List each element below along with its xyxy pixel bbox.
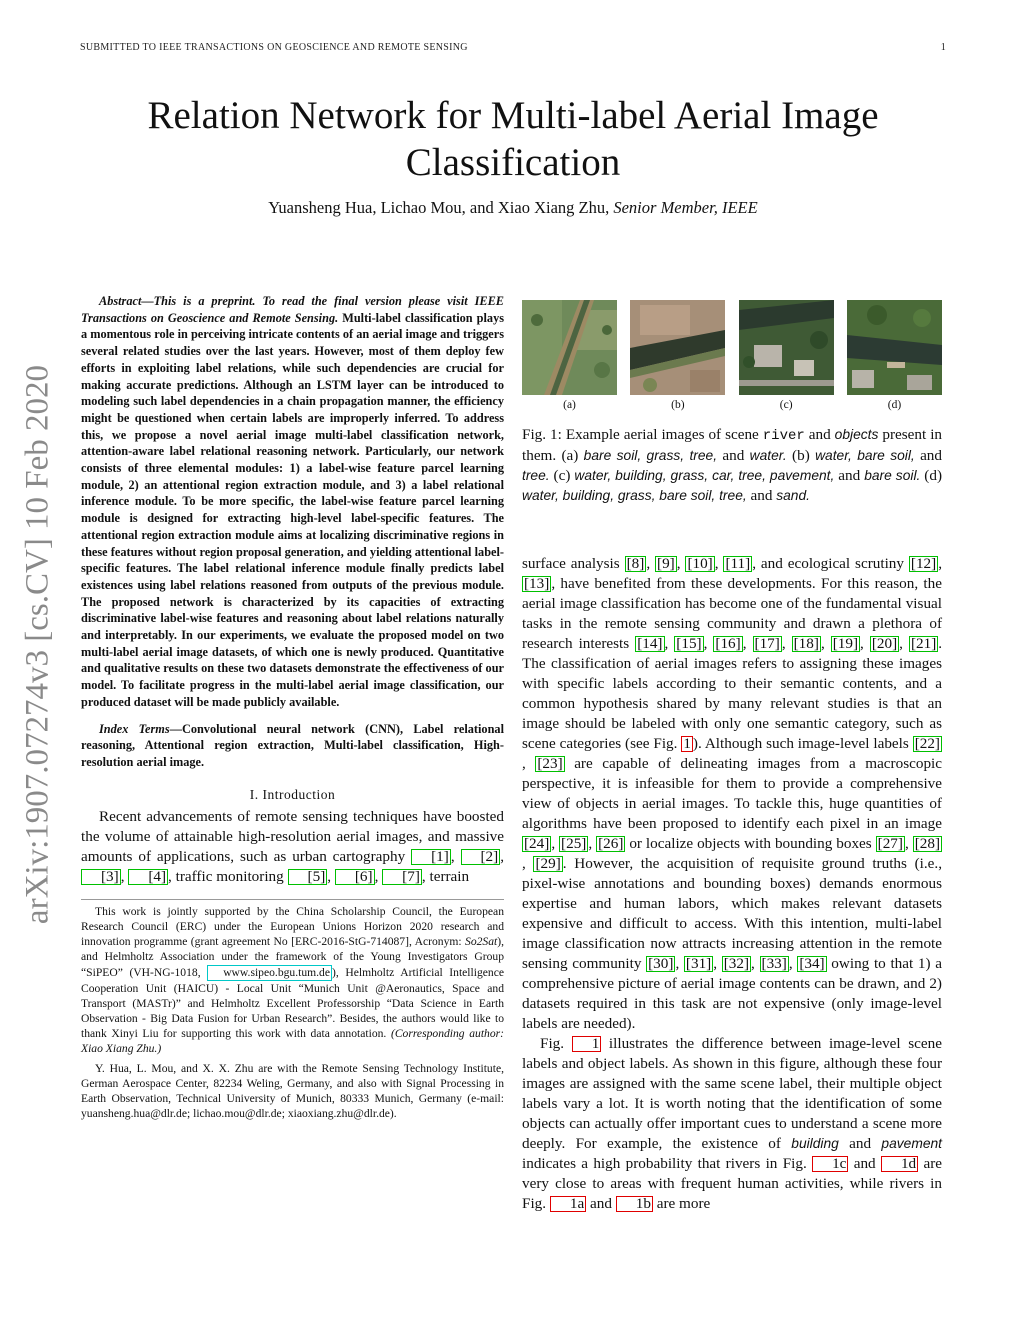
citation-link[interactable]: [24] [524, 835, 550, 852]
aerial-image-d [847, 300, 942, 395]
aerial-image-b [630, 300, 725, 395]
citation-link[interactable]: [2] [461, 849, 501, 865]
abstract-lead: Abstract—This is a preprint. To read the final version please visit IEEE Transactions on Geoscience and Remote Sensing. [81, 294, 504, 325]
caption-text: and [746, 487, 777, 504]
figure-panel-label: (a) [563, 399, 576, 411]
figure-link[interactable]: 1b [616, 1196, 653, 1212]
intro-text: , traffic monitoring [168, 867, 284, 885]
author-role: Senior Member, IEEE [613, 198, 758, 217]
body-text: and [838, 1135, 882, 1152]
aerial-image-c [739, 300, 834, 395]
citation-link[interactable]: [5] [288, 869, 328, 885]
body-paragraph-2 [522, 1034, 942, 1214]
journal-name: SUBMITTED TO IEEE TRANSACTIONS ON GEOSCIENCE AND REMOTE SENSING [80, 42, 468, 53]
body-text: , and ecological scrutiny [752, 555, 909, 572]
abstract [81, 293, 504, 711]
citation-link[interactable]: [14] [637, 635, 663, 652]
body-text: surface analysis [522, 555, 625, 572]
object-label: building [791, 1136, 839, 1151]
caption-text: present in them. (a) [522, 426, 943, 464]
citation-link[interactable]: [33] [761, 955, 787, 972]
caption-labels: water, building, grass, car, tree, pavement, [574, 468, 835, 483]
body-text: or localize objects with bounding boxes [625, 835, 876, 852]
body-text: are capable of delineating images from a macroscopic perspective, it is infeasible for them to provide a comprehensive view of objects in aerial images. To tackle this, huge quantities of algorithms have been proposed to identify each pixel in an image [522, 755, 942, 832]
citation-link[interactable]: [23] [537, 755, 563, 772]
caption-labels: water. [749, 448, 787, 463]
figure-panel-b [630, 300, 725, 411]
caption-text: and [914, 447, 942, 464]
citation-link[interactable]: [6] [335, 869, 375, 885]
citation-link[interactable]: [12] [910, 555, 937, 572]
figure-link[interactable]: 1a [550, 1196, 586, 1212]
caption-text: and [834, 467, 865, 484]
right-column [522, 300, 942, 1214]
caption-labels: water, building, grass, bare soil, tree, [522, 488, 747, 503]
figure-panel-label: (c) [779, 399, 793, 411]
citation-link[interactable]: [7] [382, 869, 422, 885]
right-body-text [522, 554, 942, 1214]
citation-link[interactable]: [4] [128, 869, 168, 885]
citation-link[interactable]: [20] [871, 635, 898, 652]
body-text: ). Although such image-level labels [692, 735, 913, 752]
object-label: pavement [881, 1136, 942, 1151]
citation-link[interactable]: [11] [725, 555, 751, 572]
caption-text: and [804, 426, 835, 443]
title-line-1: Relation Network for Multi-label Aerial Image [147, 94, 879, 137]
citation-link[interactable]: [28] [914, 835, 941, 852]
caption-objects: objects [834, 427, 879, 442]
body-text: owing to that 1) a comprehensive picture of aerial image contents can be drawn, and 2) datasets required in this task are not expensive (only image-level labels are needed). [522, 955, 943, 1032]
caption-text: (b) [786, 447, 816, 464]
caption-labels: sand. [776, 488, 810, 503]
footnote-text: So2Sat [465, 935, 498, 949]
citation-link[interactable]: [1] [411, 849, 451, 865]
body-text: Fig. [540, 1035, 572, 1052]
caption-text: (d) [920, 467, 943, 484]
citation-link[interactable]: [34] [799, 955, 825, 972]
caption-scene-name: river [762, 428, 805, 444]
citation-link[interactable]: [19] [832, 635, 859, 652]
figure-panel-c [739, 300, 834, 411]
caption-labels: water, bare soil, [815, 448, 915, 463]
figure-link[interactable]: 1c [812, 1156, 848, 1172]
footnote-text: This work is jointly supported by the China Scholarship Council, the European Research Council (ERC) under the European Unions Horizon 2020 research and innovation programme (grant agreement No [ERC-2016-StG-714087], Acronym: [81, 904, 504, 949]
body-text: and [848, 1155, 881, 1172]
intro-text: , terrain [421, 867, 470, 885]
caption-text: Fig. 1: Example aerial images of scene [522, 426, 763, 443]
caption-text: and [717, 447, 750, 464]
citation-link[interactable]: [18] [793, 635, 819, 652]
left-column [81, 293, 504, 1121]
body-text: . However, the acquisition of requisite ground truths (i.e., pixel-wise annotations and bounding boxes) demands enormous expertise and human labors, which makes relevant datasets expensive and difficult to access. With this intention, multi-label image classification now attracts increasing attention in the remote sensing community [522, 855, 943, 972]
body-text: illustrates the difference between image-level scene labels and object labels. As shown in this figure, although these four images are assigned with the same scene label, their multiple object labels vary a lot. It is worth noting that the identification of some objects can actually offer important cues to understand a scene more deeply. For example, the existence of [522, 1035, 942, 1152]
footnote-text: ), Helmholtz Artificial Intelligence Cooperation Unit (HAICU) - Local Unit “Munich Unit @Aeronautics, Space and Transport (MASTr)” and Helmholtz Excellent Professorship “Data Science in Earth Observation - Big Data Fusion for Urban Research”. Besides, the authors would like to thank Xinyi Liu for supporting this work with data annotation. [81, 965, 504, 1041]
body-text: , have benefited from these developments. For this reason, the aerial image classification has become one of the fundamental visual tasks in the remote sensing community and drawn a plethora of research interests [522, 575, 942, 652]
caption-text: (c) [549, 467, 575, 484]
author-names: Yuansheng Hua, Lichao Mou, and Xiao Xiang Zhu, [268, 198, 610, 217]
page-number: 1 [940, 42, 946, 53]
corresponding-author: (Corresponding author: Xiao Xiang Zhu.) [81, 1027, 505, 1056]
figure-link[interactable]: 1 [683, 735, 691, 752]
section-heading-introduction: I. Introduction [249, 786, 336, 802]
citation-link[interactable]: [3] [81, 869, 121, 885]
caption-labels: bare soil, grass, tree, [583, 448, 718, 463]
citation-link[interactable]: [22] [914, 735, 940, 752]
body-text: are very close to areas with frequent human activities, while rivers in Fig. [522, 1155, 942, 1212]
title-line-2: Classification [405, 141, 621, 184]
citation-link[interactable]: [8] [626, 555, 645, 572]
running-header [80, 42, 946, 53]
index-terms-body: —Convolutional neural network (CNN), Label relational reasoning, Attentional region extraction, Multi-label classification, High-resolution aerial image. [81, 721, 504, 769]
footnote-separator [81, 899, 504, 900]
figure-panel-label: (d) [887, 399, 902, 411]
intro-paragraph: Recent advancements of remote sensing techniques have boosted the volume of attainable high-resolution aerial images, and massive amounts of applications, such as urban cartography [1] , [2] , [3] , [4] , traffic monitoring [5] , [6] , [7] , terrain [81, 807, 505, 885]
body-text: indicates a high probability that rivers in Fig. [522, 1155, 813, 1172]
citation-link[interactable]: [17] [754, 635, 780, 652]
paper-title [100, 92, 926, 186]
arxiv-identifier[interactable]: arXiv:1907.07274v3 [cs.CV] 10 Feb 2020 [19, 364, 56, 925]
funding-footnote [81, 904, 504, 1057]
citation-link[interactable]: [16] [715, 635, 741, 652]
citation-link[interactable]: [13] [524, 575, 550, 592]
figure-panel-d [847, 300, 942, 411]
aerial-image-a [522, 300, 617, 395]
figure-link[interactable]: 1d [881, 1156, 918, 1172]
figure-1-caption [522, 425, 942, 506]
citation-link[interactable]: [32] [723, 955, 750, 972]
citation-link[interactable]: [29] [535, 855, 561, 872]
figure-1-images [522, 300, 942, 411]
caption-labels: tree. [522, 468, 550, 483]
index-terms [81, 721, 504, 771]
citation-link[interactable]: [15] [676, 635, 702, 652]
citation-link[interactable]: [26] [598, 835, 624, 852]
body-text: are more [652, 1195, 711, 1212]
body-text: . The classification of aerial images refers to assigning these images with specific labels according to their semantic contents, and a common hypothesis shared by many relevant studies is that an image should be labeled with only one semantic category, such as scene categories (see Fig. [522, 635, 943, 752]
citation-link[interactable]: [27] [877, 835, 903, 852]
figure-panel-a [522, 300, 617, 411]
caption-labels: bare soil. [864, 468, 921, 483]
index-terms-lead: Index Terms [99, 721, 170, 736]
intro-text: Recent advancements of remote sensing techniques have boosted the volume of attainable high-resolution aerial images, and massive amounts of applications, such as urban cartography [81, 807, 504, 865]
body-text: and [586, 1195, 616, 1212]
footnote-text: ), and Helmholtz Association under the framework of the Young Investigators Group “SiPEO” (VH-NG-1018, [81, 935, 504, 979]
project-url-link[interactable]: www.sipeo.bgu.tum.de [207, 965, 332, 981]
abstract-body: Multi-label classification plays a momentous role in perceiving intricate contents of an aerial image and triggers several related studies over the last years. However, most of them deploy few efforts in exploiting label relations, while such dependencies are crucial for making accurate predictions. Although an LSTM layer can be introduced to modeling such label dependencies in a chain propagation manner, the efficiency might be questioned when certain labels are improperly inferred. To address this, we propose a novel aerial image multi-label classification network, attention-aware label relational reasoning network. Particularly, our network consists of three elemental modules: 1) a label-wise feature parcel learning module, 2) an attentional region extraction module, and 3) a label relational inference module. To be more specific, the label-wise feature parcel learning module is designed for extracting high-level label-specific features. The attentional region extraction module aims at localizing discriminative regions in these features without region proposal generation, and yielding attentional label-specific features. The label relational inference module finally predicts label existences using label relations reasoned from outputs of the previous module. The proposed network is characterized by its capacities of extracting discriminative label-wise features and reasoning about label relations naturally and interpretably. In our experiments, we evaluate the proposed model on two multi-label aerial image datasets, of which one is newly produced. Quantitative and qualitative results on these two datasets demonstrate the effectiveness of our model. To facilitate progress in the multi-label aerial image classification, our produced dataset will be made publicly available. [81, 310, 505, 709]
body-paragraph-1: surface analysis [8] , [9] , [10] , [11] , and ecological scrutiny [12] , [13] , have benefited from these developments. For this reason, the aerial image classification has become one of the fundamental visual tasks in the remote sensing community and drawn a plethora of research interests [14] , [15] , [16] , [17] , [18] , [19] , [20] , [21] . The classification of aerial images refers to assigning these images with specific labels according to their semantic contents, and a common hypothesis shared by many relevant studies is that an image should be labeled with only one semantic category, such as scene categories (see Fig. 1 ). Although such image-level labels [22], [23] are capable of delineating images from a macroscopic perspective, it is infeasible for them to provide a comprehensive view of objects in aerial images. To tackle this, huge quantities of algorithms have been proposed to identify each pixel in an image [24] , [25] , [26] or localize objects with bounding boxes [27] , [28], [29] . However, the acquisition of requisite ground truths (i.e., pixel-wise annotations and bounding boxes) demands enormous expertise and human labors, which makes relevant datasets expensive and difficult to access. With this intention, multi-label image classification now attracts increasing attention in the remote sensing community [30] , [31] , [32] , [33] , [34] owing to that 1) a comprehensive picture of aerial image contents can be drawn, and 2) datasets required in this task are not expensive (only image-level labels are needed). [522, 555, 943, 1032]
figure-panel-label: (b) [671, 399, 685, 411]
citation-link[interactable]: [10] [687, 555, 713, 572]
citation-link[interactable]: [30] [648, 955, 674, 972]
citation-link[interactable]: [9] [657, 555, 675, 572]
figure-link[interactable]: 1 [572, 1036, 602, 1052]
author-line [100, 198, 926, 218]
citation-link[interactable]: [31] [685, 955, 712, 972]
citation-link[interactable]: [25] [561, 835, 587, 852]
affiliation-footnote: Y. Hua, L. Mou, and X. X. Zhu are with the Remote Sensing Technology Institute, German Aerospace Center, 82234 Weling, Germany, and also with Signal Processing in Earth Observation, Technical University of Munich, 80333 Munich, Germany (e-mail: yuansheng.hua@dlr.de; lichao.mou@dlr.de; xiaoxiang.zhu@dlr.de). [81, 1061, 504, 1121]
citation-link[interactable]: [21] [910, 635, 937, 652]
